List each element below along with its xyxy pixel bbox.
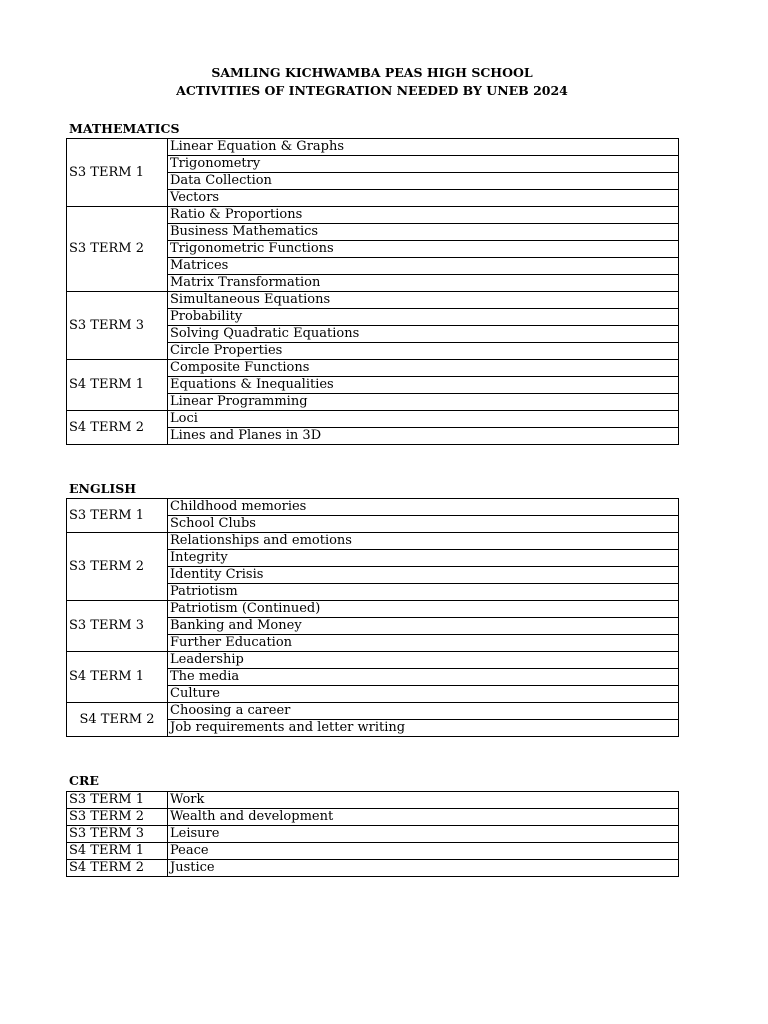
topic-cell: Peace <box>168 843 679 860</box>
topic-cell: Identity Crisis <box>168 567 679 584</box>
topic-cell: Integrity <box>168 550 679 567</box>
topic-cell: Solving Quadratic Equations <box>168 326 679 343</box>
table-row <box>67 652 679 669</box>
mathematics-heading: MATHEMATICS <box>69 121 180 136</box>
topic-cell: Patriotism (Continued) <box>168 601 679 618</box>
topic-cell: Relationships and emotions <box>168 533 679 550</box>
topic-cell: School Clubs <box>168 516 679 533</box>
term-cell: S3 TERM 2 <box>67 533 168 601</box>
topic-cell: Leadership <box>168 652 679 669</box>
topic-cell: Patriotism <box>168 584 679 601</box>
term-cell: S3 TERM 3 <box>67 826 168 843</box>
topic-cell: Business Mathematics <box>168 224 679 241</box>
term-cell: S3 TERM 3 <box>67 292 168 360</box>
topic-cell: Further Education <box>168 635 679 652</box>
topic-cell: Wealth and development <box>168 809 679 826</box>
table-row <box>67 703 679 720</box>
topic-cell: Composite Functions <box>168 360 679 377</box>
cre-table <box>66 791 679 877</box>
topic-cell: Linear Programming <box>168 394 679 411</box>
table-row <box>67 533 679 550</box>
topic-cell: Trigonometry <box>168 156 679 173</box>
term-cell: S3 TERM 2 <box>67 809 168 826</box>
topic-cell: Leisure <box>168 826 679 843</box>
table-row <box>67 360 679 377</box>
topic-cell: The media <box>168 669 679 686</box>
topic-cell: Trigonometric Functions <box>168 241 679 258</box>
topic-cell: Probability <box>168 309 679 326</box>
term-cell: S3 TERM 2 <box>67 207 168 292</box>
topic-cell: Circle Properties <box>168 343 679 360</box>
term-cell: S4 TERM 2 <box>67 860 168 877</box>
topic-cell: Job requirements and letter writing <box>168 720 679 737</box>
table-row <box>67 843 679 860</box>
term-cell: S3 TERM 1 <box>67 499 168 533</box>
table-row <box>67 860 679 877</box>
table-row <box>67 411 679 428</box>
english-heading: ENGLISH <box>69 481 137 496</box>
table-row <box>67 292 679 309</box>
term-cell: S3 TERM 1 <box>67 139 168 207</box>
school-title: SAMLING KICHWAMBA PEAS HIGH SCHOOL <box>211 65 533 80</box>
topic-cell: Childhood memories <box>168 499 679 516</box>
term-cell: S4 TERM 2 <box>67 411 168 445</box>
topic-cell: Work <box>168 792 679 809</box>
topic-cell: Justice <box>168 860 679 877</box>
topic-cell: Lines and Planes in 3D <box>168 428 679 445</box>
topic-cell: Equations & Inequalities <box>168 377 679 394</box>
table-row <box>67 809 679 826</box>
term-cell: S3 TERM 3 <box>67 601 168 652</box>
term-cell: S4 TERM 2 <box>67 703 168 737</box>
term-cell: S4 TERM 1 <box>67 652 168 703</box>
topic-cell: Matrices <box>168 258 679 275</box>
topic-cell: Linear Equation & Graphs <box>168 139 679 156</box>
topic-cell: Ratio & Proportions <box>168 207 679 224</box>
topic-cell: Choosing a career <box>168 703 679 720</box>
topic-cell: Culture <box>168 686 679 703</box>
topic-cell: Vectors <box>168 190 679 207</box>
cre-heading: CRE <box>69 773 99 788</box>
term-cell: S4 TERM 1 <box>67 360 168 411</box>
table-row <box>67 207 679 224</box>
mathematics-table <box>66 138 679 445</box>
term-cell: S4 TERM 1 <box>67 843 168 860</box>
table-row <box>67 139 679 156</box>
topic-cell: Banking and Money <box>168 618 679 635</box>
topic-cell: Simultaneous Equations <box>168 292 679 309</box>
document-subtitle: ACTIVITIES OF INTEGRATION NEEDED BY UNEB 2024 <box>176 83 568 98</box>
english-table <box>66 498 679 737</box>
table-row <box>67 601 679 618</box>
table-row <box>67 792 679 809</box>
table-row <box>67 499 679 516</box>
table-row <box>67 826 679 843</box>
term-cell: S3 TERM 1 <box>67 792 168 809</box>
topic-cell: Data Collection <box>168 173 679 190</box>
topic-cell: Matrix Transformation <box>168 275 679 292</box>
topic-cell: Loci <box>168 411 679 428</box>
